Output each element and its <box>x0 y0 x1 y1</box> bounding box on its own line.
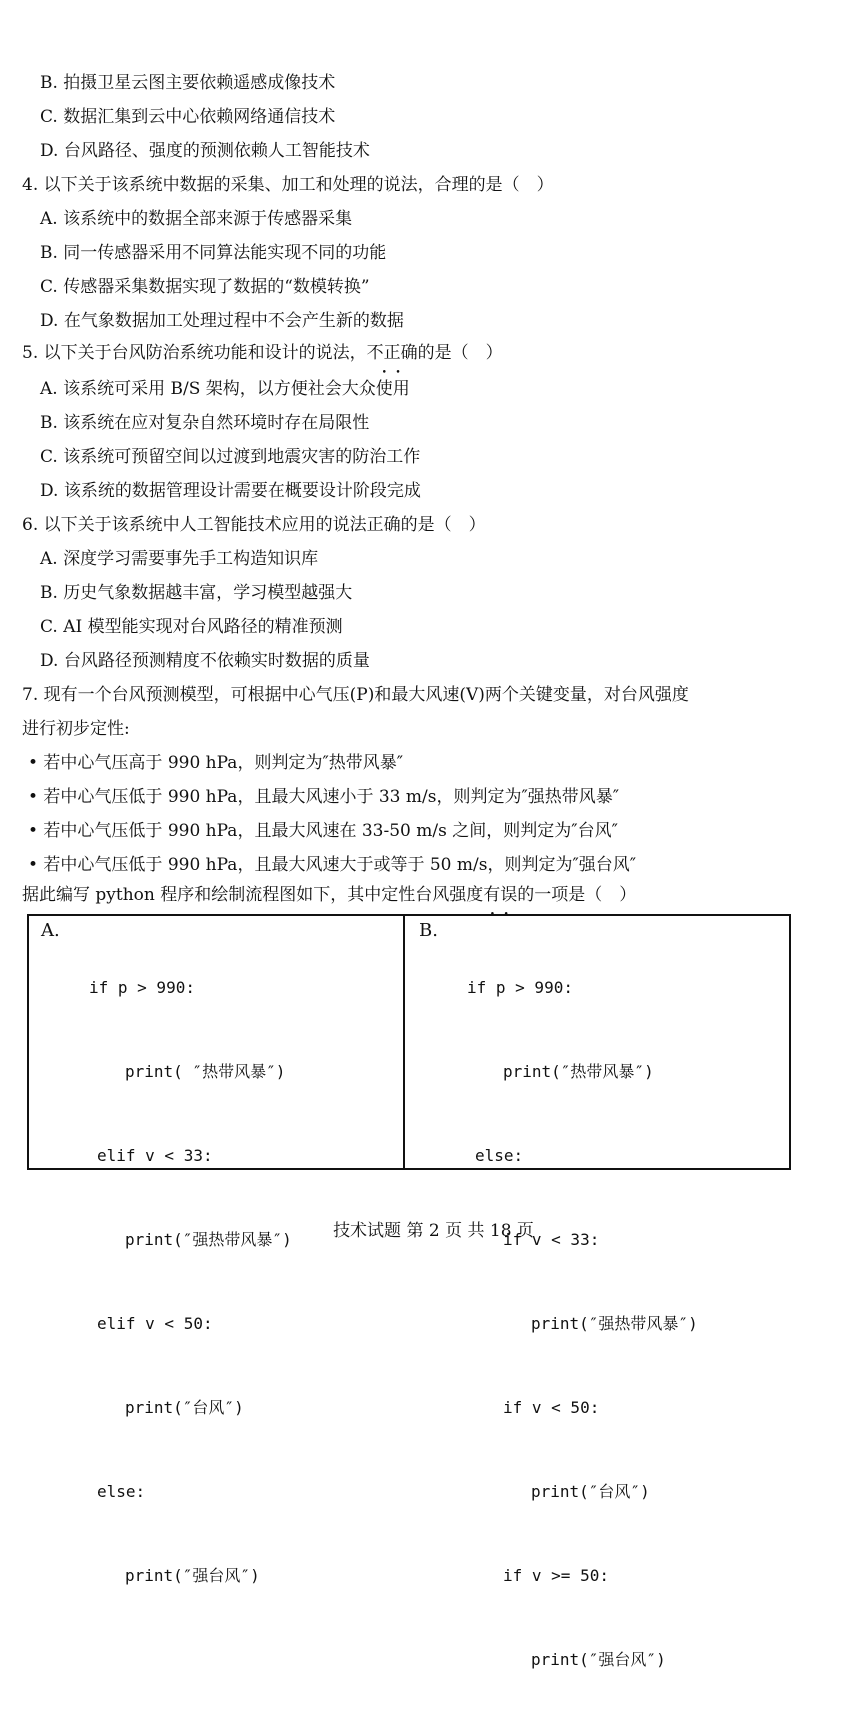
code-a-line: else: <box>97 1482 146 1501</box>
code-b-line: if v >= 50: <box>503 1566 609 1585</box>
q5-stem-post: 的是（ ） <box>417 343 503 363</box>
code-a-line: elif v < 50: <box>97 1314 213 1333</box>
q5-option-d: D. 该系统的数据管理设计需要在概要设计阶段完成 <box>40 481 421 501</box>
q5-option-b: B. 该系统在应对复杂自然环境时存在局限性 <box>40 413 370 433</box>
code-b-line: print(″热带风暴″) <box>503 1062 654 1081</box>
code-b-line: if v < 50: <box>503 1398 600 1417</box>
q7-rule-2: • 若中心气压低于 990 hPa，且最大风速小于 33 m/s，则判定为″强热带风暴″ <box>28 787 620 807</box>
q5-option-a: A. 该系统可采用 B/S 架构，以方便社会大众使用 <box>40 379 410 399</box>
q3-option-c: C. 数据汇集到云中心依赖网络通信技术 <box>40 107 336 127</box>
q5-stem <box>22 342 503 364</box>
page-footer: 技术试题 第 2 页 共 18 页 <box>333 1221 534 1241</box>
option-b-label: B. <box>419 920 438 941</box>
q7-prompt-emphasis: 有误 • • <box>483 885 517 905</box>
option-a-label: A. <box>41 920 60 941</box>
code-a-line: if p > 990: <box>89 978 195 997</box>
q4-option-a: A. 该系统中的数据全部来源于传感器采集 <box>40 209 353 229</box>
option-b-code <box>467 918 698 1730</box>
code-b-line: if p > 990: <box>467 978 573 997</box>
code-a-line: print(″强热带风暴″) <box>125 1230 292 1249</box>
q6-option-d: D. 台风路径预测精度不依赖实时数据的质量 <box>40 651 370 671</box>
q7-prompt <box>22 884 636 906</box>
q7-prompt-pre: 据此编写 python 程序和绘制流程图如下，其中定性台风强度 <box>22 885 484 905</box>
table-divider <box>403 916 405 1168</box>
q7-rule-1: • 若中心气压高于 990 hPa，则判定为″热带风暴″ <box>28 753 404 773</box>
code-b-line: if v < 33: <box>503 1230 600 1249</box>
q4-option-d: D. 在气象数据加工处理过程中不会产生新的数据 <box>40 311 404 331</box>
q6-option-c: C. AI 模型能实现对台风路径的精准预测 <box>40 617 343 637</box>
q7-prompt-post: 的一项是（ ） <box>517 885 637 905</box>
code-a-line: print(″台风″) <box>125 1398 244 1417</box>
q3-option-b: B. 拍摄卫星云图主要依赖遥感成像技术 <box>40 73 336 93</box>
code-b-line: print(″强台风″) <box>531 1650 666 1669</box>
q7-stem-line1: 7. 现有一个台风预测模型，可根据中心气压(P)和最大风速(V)两个关键变量，对台风强度 <box>22 685 689 705</box>
code-b-line: else: <box>475 1146 524 1165</box>
code-a-line: print( ″热带风暴″) <box>125 1062 286 1081</box>
code-b-line: print(″强热带风暴″) <box>531 1314 698 1333</box>
q7-rule-4: • 若中心气压低于 990 hPa，且最大风速大于或等于 50 m/s，则判定为″强台风″ <box>28 855 637 875</box>
q6-option-a: A. 深度学习需要事先手工构造知识库 <box>40 549 319 569</box>
q7-rule-3: • 若中心气压低于 990 hPa，且最大风速在 33-50 m/s 之间，则判定为″台风″ <box>28 821 618 841</box>
q5-stem-pre: 5. 以下关于台风防治系统功能和设计的说法， <box>22 343 367 363</box>
q4-option-b: B. 同一传感器采用不同算法能实现不同的功能 <box>40 243 387 263</box>
q4-option-c: C. 传感器采集数据实现了数据的“数模转换” <box>40 277 370 297</box>
code-a-line: elif v < 33: <box>97 1146 213 1165</box>
option-a-code <box>89 918 292 1646</box>
q7-stem-line2: 进行初步定性: <box>22 719 130 739</box>
q6-stem: 6. 以下关于该系统中人工智能技术应用的说法正确的是（ ） <box>22 515 486 535</box>
q3-option-d: D. 台风路径、强度的预测依赖人工智能技术 <box>40 141 370 161</box>
code-a-line: print(″强台风″) <box>125 1566 260 1585</box>
code-b-line: print(″台风″) <box>531 1482 650 1501</box>
q5-option-c: C. 该系统可预留空间以过渡到地震灾害的防治工作 <box>40 447 421 467</box>
q4-stem: 4. 以下关于该系统中数据的采集、加工和处理的说法，合理的是（ ） <box>22 175 554 195</box>
q6-option-b: B. 历史气象数据越丰富，学习模型越强大 <box>40 583 353 603</box>
q5-stem-emphasis: 不正确 • • <box>367 343 418 363</box>
